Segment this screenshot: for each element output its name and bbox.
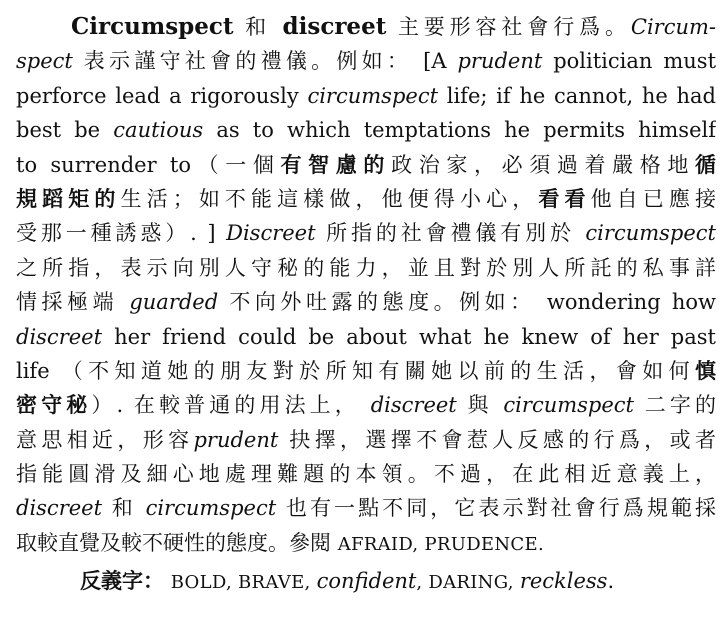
antonyms-label: 反義字： (80, 568, 164, 593)
line-12-run-5: 二字的 (634, 393, 716, 418)
line-6-run-0: 規蹈矩的 (16, 185, 121, 211)
line-3-run-0: perforce lead a rigorously (16, 83, 308, 108)
line-1-run-3: 主要形容社會行爲。 (386, 15, 631, 39)
line-15-run-1: 和 (102, 496, 146, 521)
line-11-run-1: 慎 (695, 357, 716, 383)
line-6-run-2: 看看 (538, 185, 591, 211)
line-5-run-4: 循 (695, 151, 716, 177)
line-16-run-0: 取較直覺及較不硬性的態度。參閱 (16, 530, 338, 555)
line-5-run-2: 有智慮的 (280, 151, 392, 177)
text-line-2 (16, 44, 716, 78)
text-line-16 (16, 526, 716, 560)
line-2-run-2: prudent (457, 49, 543, 74)
line-1-run-1: 和 (233, 15, 283, 39)
line-16-run-1: AFRAID, PRUDENCE. (337, 533, 544, 555)
text-line-13 (16, 423, 716, 457)
text-line-5 (16, 148, 716, 182)
line-12-run-0: 密守秘 (16, 392, 92, 418)
line-15-run-3: 也有一點不同，它表示對社會行爲規範採 (276, 496, 716, 521)
antonym-run-3: reckless (519, 569, 608, 593)
line-12-run-4: circumspect (503, 393, 634, 418)
antonym-run-4: . (607, 569, 615, 593)
text-line-3 (16, 79, 716, 113)
line-10-run-1: her friend could be about what he knew of her past (102, 324, 716, 349)
text-line-6 (16, 182, 716, 216)
line-4-run-1: cautious (113, 118, 204, 143)
line-15-run-2: circumspect (145, 496, 277, 521)
line-12-run-1: ）. 在較普通的用法上， (91, 393, 371, 418)
text-line-4 (16, 113, 716, 147)
line-13-run-0: 意思相近，形容 (16, 427, 194, 452)
line-1-run-4: Circum- (630, 15, 716, 39)
antonym-run-2: , DARING, (416, 572, 520, 593)
line-7-run-2: 所指的社會禮儀有別於 (315, 221, 586, 246)
antonym-run-1: confident (316, 569, 417, 593)
text-line-7 (16, 216, 716, 250)
line-6-run-1: 生活；如不能這樣做，他便得小心， (120, 186, 539, 211)
usage-note-paragraph (16, 10, 716, 560)
antonyms-line (80, 564, 614, 600)
line-14-run-0: 指能圓滑及細心地處理難題的本領。不過，在此相近意義上， (16, 462, 716, 487)
line-9-run-2: 不向外吐露的態度。例如： wondering how (218, 290, 716, 315)
line-5-run-3: 政治家，必須過着嚴格地 (391, 152, 696, 177)
line-5-run-0: to surrender to（ (16, 152, 226, 177)
text-line-15 (16, 491, 716, 525)
line-13-run-2: 抉擇，選擇不會惹人反感的行爲，或者 (278, 427, 716, 452)
text-line-11 (16, 354, 716, 388)
line-13-run-1: prudent (193, 427, 279, 452)
line-3-run-1: circumspect (307, 83, 439, 108)
line-2-run-3: politician must (542, 49, 716, 74)
line-11-run-0: life （不知道她的朋友對於所知有關她以前的生活，會如何 (16, 358, 695, 383)
text-line-9 (16, 285, 716, 319)
text-line-10 (16, 320, 716, 354)
line-1-run-0: Circumspect (71, 13, 234, 40)
line-4-run-0: best be (16, 118, 114, 143)
line-15-run-0: discreet (16, 496, 103, 521)
line-7-run-1: Discreet (226, 221, 316, 246)
text-line-1 (16, 10, 716, 44)
text-line-12 (16, 388, 716, 422)
line-12-run-3: 與 (456, 393, 504, 418)
line-4-run-2: as to which temptations he permits himself (203, 118, 716, 143)
line-2-run-0: spect (16, 49, 73, 74)
line-10-run-0: discreet (16, 324, 103, 349)
text-line-14 (16, 457, 716, 491)
line-9-run-0: 情採極端 (16, 290, 130, 315)
text-line-8 (16, 251, 716, 285)
line-2-run-1: 表示謹守社會的禮儀。例如： [A (72, 49, 458, 74)
line-6-run-3: 他自已應接 (590, 186, 716, 211)
line-5-run-1: 一個 (225, 152, 281, 177)
line-12-run-2: discreet (370, 393, 457, 418)
line-7-run-0: 受那一種誘惑）. ] (16, 221, 227, 246)
antonyms-list (171, 569, 614, 593)
line-3-run-2: life; if he cannot, he had (438, 83, 716, 108)
line-7-run-3: circumspect (585, 221, 716, 246)
line-9-run-1: guarded (129, 290, 219, 315)
line-8-run-0: 之所指，表示向別人守秘的能力，並且對於別人所託的私事詳 (16, 255, 716, 280)
antonym-run-0: BOLD, BRAVE, (170, 572, 317, 593)
line-1-run-2: discreet (282, 13, 387, 40)
